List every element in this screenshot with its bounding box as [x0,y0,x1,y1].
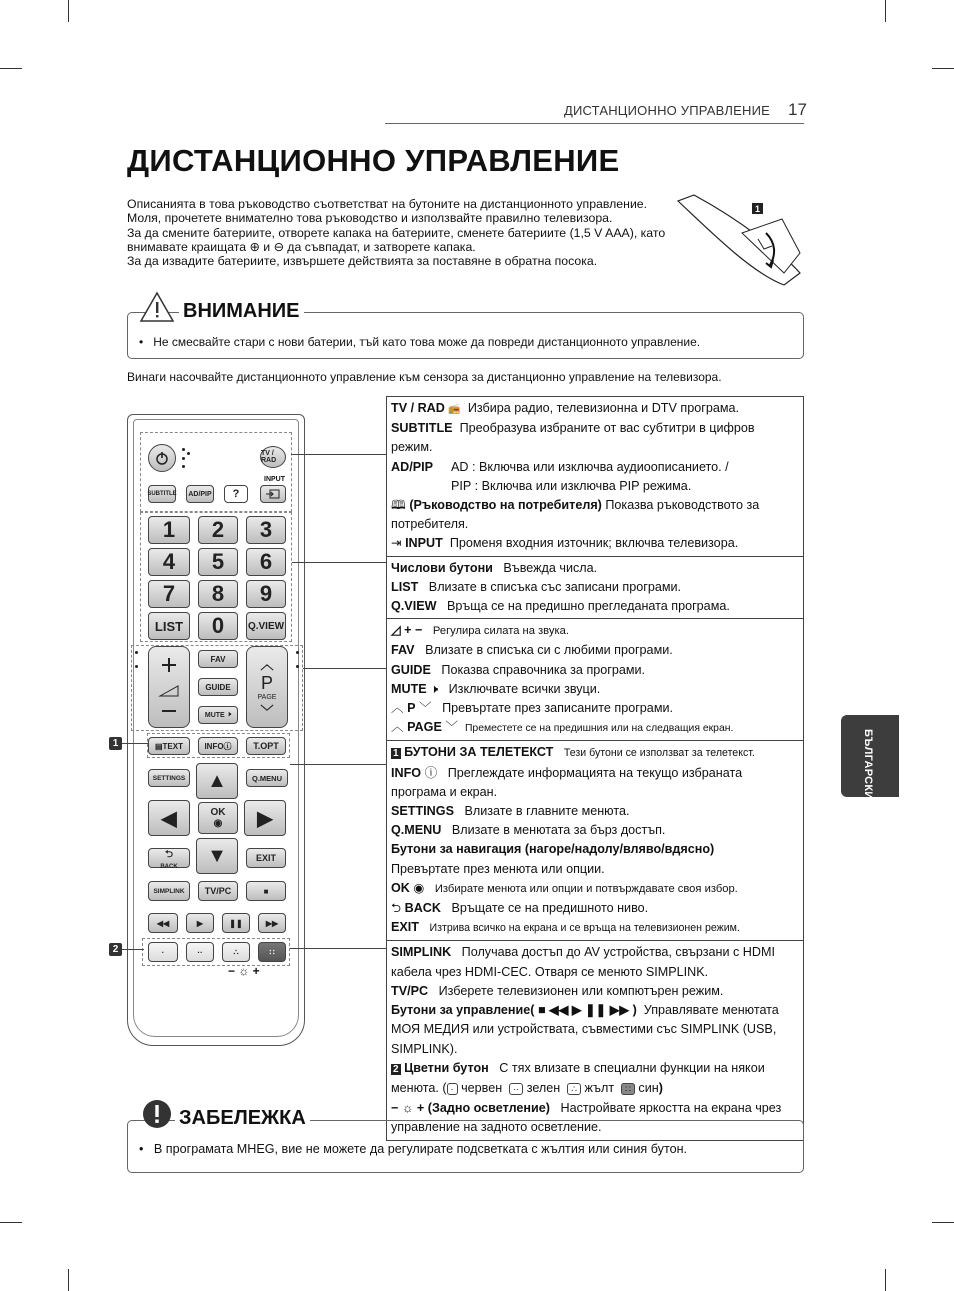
label-yellow: жълт [584,1080,615,1095]
button-description-table [386,396,804,1141]
key-ad-pip: AD/PIP [391,459,433,474]
desc-input: Променя входния източник; включва телевизора. [449,536,739,551]
text-button[interactable] [148,737,190,755]
mute-label: MUTE [204,711,225,719]
green-dots-icon: ·· [197,947,203,957]
number-0-button[interactable]: 0 [198,612,238,640]
mute-icon: 🕨 [430,681,439,696]
desc-list: Влизате в списъка със записани програми. [428,579,682,594]
page-number: 17 [788,100,807,119]
topt-button[interactable]: T.OPT [246,737,286,755]
pause-button[interactable] [222,913,250,933]
desc-volume: Регулира силата на звука. [432,625,569,638]
yellow-key-icon: ∴ [567,1083,581,1095]
stop-button[interactable] [246,881,286,901]
aim-note: Винаги насочвайте дистанционното управление към сензора за дистанционно управление на телевизора. [127,370,722,384]
key-backlight: (Задно осветление) [427,1101,550,1116]
info-icon: ⓘ [424,765,438,780]
info-label: INFO [204,741,224,751]
crop-mark [68,1269,69,1291]
desc-mute: Изключвате всички звуци. [448,681,601,696]
stop-icon: ■ [263,886,269,896]
remote-battery-illustration [672,193,812,288]
label-red: червен [461,1080,503,1095]
rewind-button[interactable] [148,913,178,933]
ok-icon: ◉ [213,818,223,829]
number-1-button[interactable]: 1 [148,516,190,544]
mute-button[interactable] [198,706,238,724]
chevron-up-icon: ︿ [391,701,404,716]
input-button[interactable] [260,485,286,503]
arrow-left-icon: ◀ [161,807,177,830]
language-tab [841,715,899,800]
arrow-down-icon: ▼ [207,844,227,867]
number-2-button[interactable]: 2 [198,516,238,544]
backlight-icon: − ☼ + [391,1101,425,1116]
marker-2-icon: 2 [393,1063,399,1075]
svg-text:1: 1 [755,204,761,214]
fav-button[interactable]: FAV [198,650,238,668]
page-label: PAGE [257,694,277,701]
ok-icon: ◉ [413,880,425,895]
caution-text: Не смесвайте стари с нови батерии, тъй като това може да повреди дистанционното управление. [153,335,701,349]
key-tvpc: TV/PC [391,983,429,998]
settings-button[interactable]: SETTINGS [148,769,190,787]
exclamation-icon [141,1098,173,1130]
exit-button[interactable]: EXIT [246,848,286,868]
key-subtitle: SUBTITLE [391,421,453,436]
row-simplink-buttons [387,941,803,1139]
desc-simplink: Получава достъп до AV устройства, свързани с HDMI кабела чрез HDMI-CEC. Отваря се менюто SIMPLINK. [391,945,775,979]
ok-button[interactable] [198,802,238,834]
number-4-button[interactable]: 4 [148,548,190,576]
language-tab-label: БЪЛГАРСКИ [862,729,874,800]
caution-bullet: • Не смесвайте стари с нови батерии, тъй като това може да повреди дистанционното управление. [139,335,701,349]
volume-rocker[interactable] [148,646,190,728]
callout-line [303,668,386,669]
page-title: ДИСТАНЦИОННО УПРАВЛЕНИЕ [127,143,620,178]
callout-line [290,948,386,949]
intro-line: За да извадите батериите, извършете действията за поставяне в обратна посока. [127,254,598,269]
note-title: ЗАБЕЛЕЖКА [175,1107,310,1130]
desc-tv-rad: Избира радио, телевизионна и DTV програма. [467,401,739,415]
yellow-dots-icon: ∴ [233,947,239,957]
desc-exit: Изтрива всичко на екрана и се връща на телевизионен режим. [429,922,740,935]
desc-user-guide: Показва ръководството за потребителя. [391,498,760,532]
blue-button[interactable] [258,942,286,962]
crop-mark [885,0,886,22]
power-icon [155,451,169,465]
chevron-down-icon: ﹀ [419,701,432,716]
key-numbers: Числови бутони [391,560,493,575]
program-rocker[interactable] [246,646,288,728]
user-guide-button[interactable]: ? [224,485,248,503]
callout-line [291,454,386,455]
desc-pip: PIP : Включва или изключва PIP режима. [451,478,692,493]
close-paren: ) [658,1080,663,1095]
sensor-dot [182,465,185,468]
blue-key-icon: ∷ [621,1083,635,1095]
key-ok: OK [391,880,410,895]
key-simplink: SIMPLINK [391,945,452,960]
nav-left-button[interactable] [148,800,190,836]
intro-text [127,197,667,268]
desc-settings: Влизате в главните менюта. [464,804,630,819]
number-6-button[interactable]: 6 [246,548,286,576]
key-list: LIST [391,579,419,594]
desc-teletext: Тези бутони се използват за телетекст. [563,747,755,760]
rewind-icon: ◀◀ [156,918,170,928]
marker-1-line [122,743,148,744]
input-icon: ⇥ [391,536,402,551]
mute-icon: 🕨 [226,711,232,718]
back-button[interactable] [148,848,190,868]
number-8-button[interactable]: 8 [198,580,238,608]
callout-line [290,764,386,765]
qview-button[interactable]: Q.VIEW [246,612,286,640]
pause-icon: ❚❚ [229,918,243,928]
ok-label: OK [210,807,226,818]
key-fav: FAV [391,643,415,658]
label-green: зелен [526,1080,561,1095]
key-input: INPUT [405,536,443,551]
callout-line [292,562,386,563]
tactile-dot [296,651,299,654]
nav-down-button[interactable] [196,838,238,874]
intro-line: Описанията в това ръководство съответстват на бутоните на дистанционното управление. [127,197,648,211]
green-key-icon: ·· [509,1083,523,1095]
blue-dots-icon: ∷ [269,947,275,957]
red-key-icon: · [447,1083,458,1095]
key-control: Бутони за управление( [391,1003,535,1018]
sensor-dot [182,448,185,451]
desc-control: Управлявате менютата МОЯ МЕДИЯ или устройствата, съвместими със SIMPLINK (USB, SIMPLINK). [391,1003,779,1056]
subtitle-button[interactable]: SUBTITLE [148,485,176,503]
desc-ok: Избирате менюта или опции и потвърждавате своя избор. [434,882,738,895]
running-header: ДИСТАНЦИОННО УПРАВЛЕНИЕ [563,103,770,118]
intro-line: За да смените батериите, отворете капака на батериите, сменете батериите (1,5 V AAA), като внимавате краищата ⊕ и ⊖ да съвпадат, и затворете капака. [127,225,666,254]
key-color: Цветни бутон [404,1060,489,1075]
row-volume-buttons [387,619,803,741]
guide-button[interactable]: GUIDE [198,678,238,696]
number-7-button[interactable]: 7 [148,580,190,608]
chevron-up-icon: ︿ [260,657,274,672]
volume-icon: ◿ + − [391,623,423,638]
key-navigation: Бутони за навигация (нагоре/надолу/вляво/вдясно) [391,842,715,857]
input-label: INPUT [264,476,285,483]
key-guide: GUIDE [391,662,431,677]
key-back: BACK [404,901,441,916]
crop-mark [885,1269,886,1291]
ad-pip-button[interactable]: AD/PIP [186,485,214,503]
desc-backlight: Настройвате яркостта на екрана чрез управление на задното осветление. [391,1101,782,1135]
key-p: P [407,701,416,716]
fast-forward-icon: ▶▶ [265,918,279,928]
intro-line: Моля, прочетете внимателно това ръководство и използвайте правилно телевизора. [127,211,613,226]
desc-navigation: Превъртате през менюта или опции. [391,861,605,876]
desc-tvpc: Изберете телевизионен или компютърен режим. [438,983,724,998]
desc-back: Връщате се на предишното ниво. [451,901,649,916]
key-info: INFO [391,765,422,780]
desc-p: Превъртате през записаните програми. [442,701,674,716]
arrow-right-icon: ▶ [257,807,273,830]
crop-mark [932,68,954,69]
row-top-buttons [387,397,803,557]
desc-page: Преместете се на предишния или на следващия екран. [464,723,734,735]
nav-up-button[interactable] [196,763,238,799]
qmenu-button[interactable]: Q.MENU [246,769,288,787]
row-number-buttons [387,557,803,620]
desc-color: С тях влизате в специални функции на някои менюта. ( [391,1060,765,1095]
desc-info: Преглеждате информацията на текущо избраната програма и екран. [391,765,743,799]
sensor-dot [182,457,185,460]
crop-mark [0,68,22,69]
desc-numbers: Въвежда числа. [503,560,598,575]
key-control-close: ) [632,1003,637,1018]
key-tv-rad: TV / RAD [391,401,445,415]
key-exit: EXIT [391,920,419,935]
program-label: P [260,673,273,693]
power-button[interactable] [148,444,176,472]
play-icon: ▶ [196,918,204,928]
tactile-dot [135,665,138,668]
chevron-up-icon: ︿ [391,720,404,735]
caution-title: ВНИМАНИЕ [179,300,304,323]
yellow-button[interactable] [222,942,250,962]
desc-ad: AD : Включва или изключва аудиоописанието. / [451,459,729,474]
crop-mark [68,0,69,22]
key-qmenu: Q.MENU [391,823,442,838]
info-button[interactable] [198,737,238,755]
fast-forward-button[interactable] [258,913,286,933]
arrow-up-icon: ▲ [207,769,227,792]
note-text: В програмата MHEG, вие не можете да регулирате подсветката с жълтия или синия бутон. [153,1142,688,1156]
warning-triangle-icon [139,291,175,323]
number-3-button[interactable]: 3 [246,516,286,544]
key-settings: SETTINGS [391,804,454,819]
crop-mark [932,1222,954,1223]
radio-tv-icon: 📻 [448,404,461,415]
key-teletext: БУТОНИ ЗА ТЕЛЕТЕКСТ [404,745,554,760]
teletext-icon: ▤ [154,741,163,751]
green-button[interactable] [186,942,214,962]
back-icon: ⮌ [164,848,173,860]
input-icon [266,489,280,499]
back-icon: ⮌ [391,901,402,916]
chevron-down-icon: ﹀ [260,704,274,719]
marker-1-icon: 1 [393,748,399,760]
marker-1: 1 [109,737,122,750]
control-icons: ■ ◀◀ ▶ ❚❚ ▶▶ [534,1003,633,1018]
note-bullet: • В програмата MHEG, вие не можете да регулирате подсветката с жълтия или синия бутон. [139,1142,688,1156]
chevron-down-icon: ﹀ [445,720,458,735]
play-button[interactable] [186,913,214,933]
number-5-button[interactable]: 5 [198,548,238,576]
tactile-dot [135,651,138,654]
volume-icon [154,652,184,722]
red-dot-icon: · [161,947,165,957]
label-blue: син [638,1080,659,1095]
backlight-icon: − ☼ + [228,964,260,978]
desc-ad-pip [451,458,729,496]
crop-mark [0,1222,22,1223]
desc-guide: Показва справочника за програми. [441,662,646,677]
text-label: TEXT [162,741,183,751]
red-button[interactable] [148,942,178,962]
key-page: PAGE [407,720,442,735]
tvpc-button[interactable]: TV/PC [198,881,238,901]
number-9-button[interactable]: 9 [246,580,286,608]
info-icon: ⓘ [223,741,232,751]
marker-2: 2 [109,943,122,956]
desc-fav: Влизате в списъка си с любими програми. [425,643,673,658]
sensor-dot [187,452,190,455]
key-qview: Q.VIEW [391,599,437,614]
nav-right-button[interactable] [244,800,286,836]
header-rule [385,123,804,124]
back-label: BACK [160,863,178,870]
simplink-button[interactable]: SIMPLINK [148,881,190,901]
desc-qmenu: Влизате в менютата за бърз достъп. [451,823,666,838]
desc-subtitle: Преобразува избраните от вас субтитри в цифров режим. [391,421,755,455]
key-mute: MUTE [391,681,427,696]
tactile-dot [296,665,299,668]
desc-qview: Връща се на предишно прегледаната програма. [446,599,730,614]
marker-2-line [122,949,144,950]
book-icon: 🕮 [391,498,406,513]
row-teletext-nav-buttons [387,741,803,941]
tv-rad-button[interactable]: TV / RAD [260,446,286,468]
key-user-guide: (Ръководство на потребителя) [409,498,602,513]
list-button[interactable]: LIST [148,612,190,640]
